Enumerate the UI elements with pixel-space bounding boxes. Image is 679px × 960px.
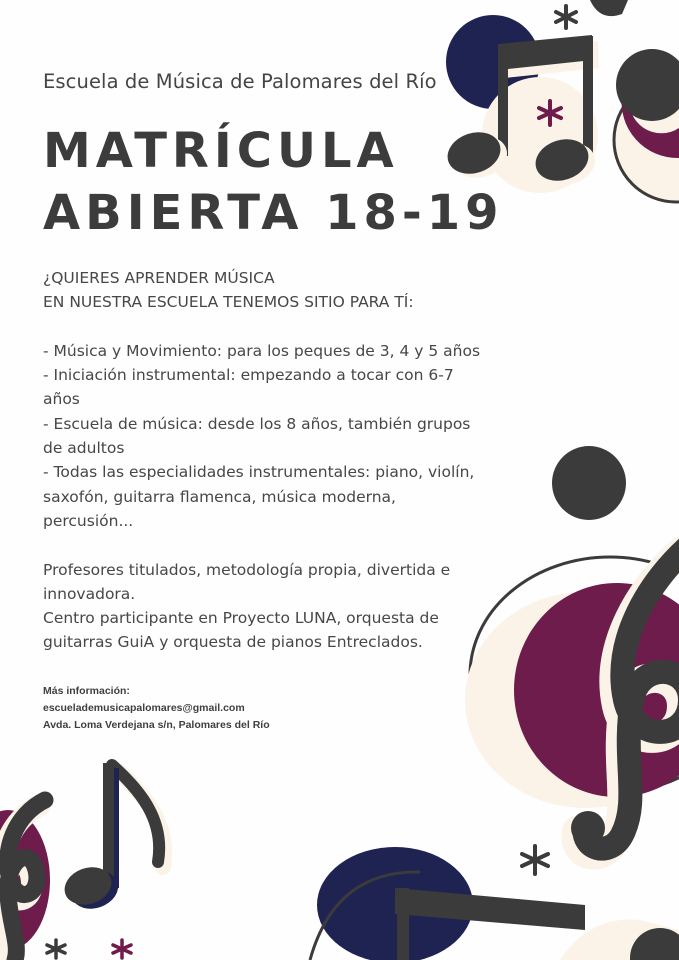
intro-question: ¿QUIERES APRENDER MÚSICA xyxy=(43,269,275,287)
clef-dot xyxy=(571,811,605,845)
star-icon xyxy=(113,940,131,958)
headline-line-2: ABIERTA 18-19 xyxy=(43,185,504,241)
offering-item: - Música y Movimiento: para los peques de 3, 4 y 5 años xyxy=(43,341,481,360)
offering-item: - Escuela de música: desde los 8 años, también grupos de adultos xyxy=(43,414,471,458)
star-icon xyxy=(556,6,576,28)
spacer xyxy=(43,315,483,339)
headline-line-1: MATRÍCULA xyxy=(43,123,399,179)
spacer xyxy=(43,533,483,557)
offering-item: - Todas las especialidades instrumentales: piano, violín, saxofón, guitarra flamenca, música moderna, percusión... xyxy=(43,463,475,530)
school-name: Escuela de Música de Palomares del Río xyxy=(43,70,437,93)
eighth-note-icon xyxy=(59,763,164,915)
teachers-text: Profesores titulados, metodología propia, divertida e innovadora. xyxy=(43,560,451,603)
contact-email: escuelademusicapalomares@gmail.com xyxy=(43,702,245,714)
star-icon xyxy=(522,846,548,874)
headline xyxy=(43,120,504,244)
projects-text: Centro participante en Proyecto LUNA, orquesta de guitarras GuiA y orquesta de pianos Entreclados. xyxy=(43,609,439,652)
intro-statement: EN NUESTRA ESCUELA TENEMOS SITIO PARA TÍ: xyxy=(43,293,414,312)
right-clef-cluster xyxy=(465,446,679,874)
note-stem xyxy=(397,888,409,960)
contact-heading: Más información: xyxy=(43,685,130,697)
body-text xyxy=(43,266,483,655)
bottom-left-cluster xyxy=(0,763,164,960)
dot-icon xyxy=(552,446,626,520)
contact-info xyxy=(43,683,270,734)
offering-item: - Iniciación instrumental: empezando a tocar con 6-7 años xyxy=(43,366,454,409)
curl-top xyxy=(590,0,628,16)
star-icon xyxy=(47,940,65,958)
bottom-right-cluster xyxy=(310,847,679,960)
contact-address: Avda. Loma Verdejana s/n, Palomares del Río xyxy=(43,719,270,731)
